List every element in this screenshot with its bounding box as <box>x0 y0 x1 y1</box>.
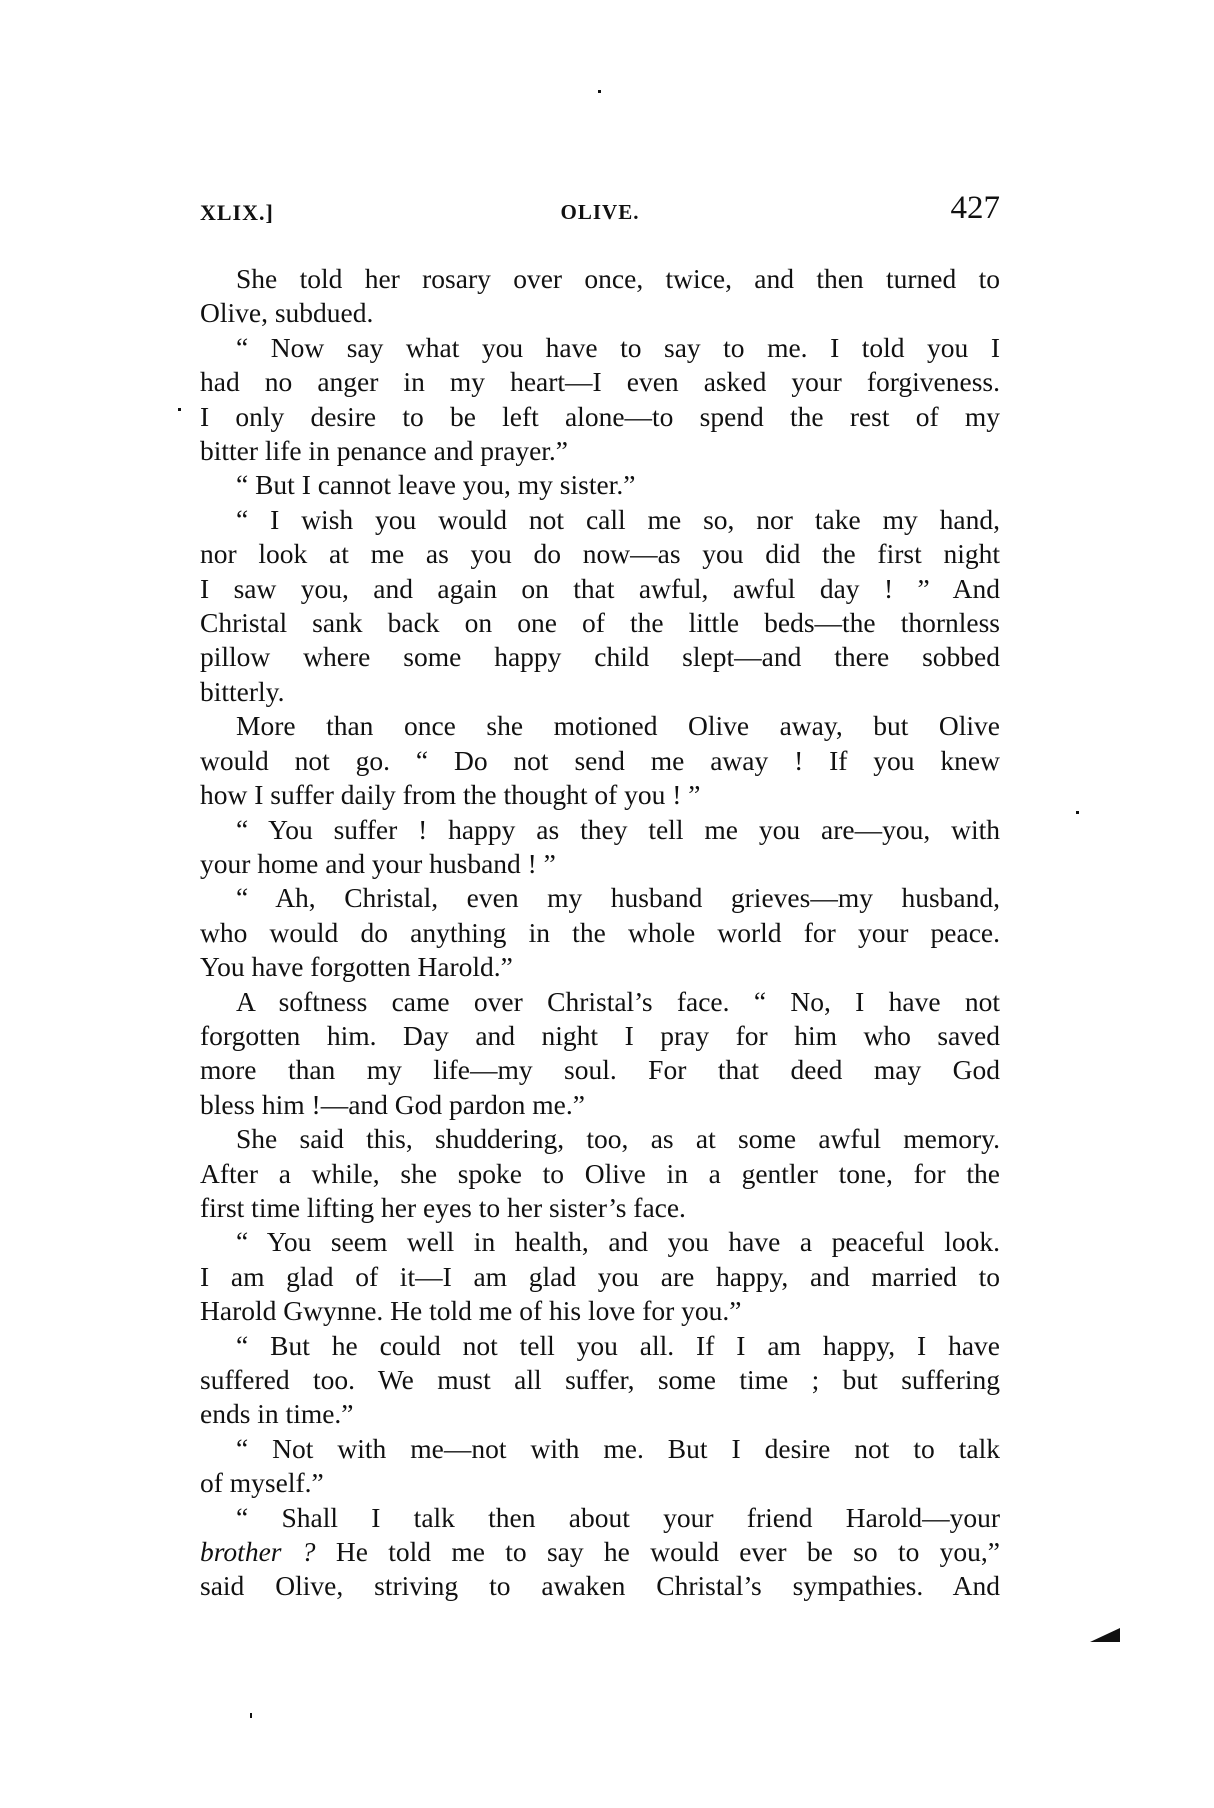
page-number: 427 <box>950 190 1000 226</box>
text-line: More than once she motioned Olive away, but Olive <box>236 710 1000 742</box>
text-line: A softness came over Christal’s face. “ No, I have not <box>236 985 1000 1017</box>
text-line: who would do anything in the whole world for your peace. <box>200 916 1000 948</box>
text-line <box>200 1535 1000 1569</box>
text-line: first time lifting her eyes to her sister’s face. <box>200 1191 686 1223</box>
ink-speck-top <box>598 90 601 93</box>
text-line: After a while, she spoke to Olive in a gentler tone, for the <box>200 1157 1000 1189</box>
text-line: “ You seem well in health, and you have a peaceful look. <box>236 1226 1000 1258</box>
text-line: how I suffer daily from the thought of you ! ” <box>200 779 701 811</box>
text-line: “ But he could not tell you all. If I am happy, I have <box>236 1329 1000 1361</box>
text-line: She told her rosary over once, twice, and then turned to <box>236 263 1000 294</box>
text-line-rest: He told me to say he would ever be so to you,” <box>315 1536 1000 1568</box>
text-line: “ Not with me—not with me. But I desire not to talk <box>236 1432 1000 1464</box>
chapter-number: XLIX.] <box>200 200 274 225</box>
text-line: would not go. “ Do not send me away ! If you knew <box>200 744 1000 776</box>
text-line: suffered too. We must all suffer, some time ; but suffering <box>200 1364 1000 1395</box>
text-line: bitterly. <box>200 675 285 707</box>
text-line: ends in time.” <box>200 1398 354 1430</box>
text-line: “ But I cannot leave you, my sister.” <box>236 469 636 501</box>
text-line: I only desire to be left alone—to spend the rest of my <box>200 400 1000 432</box>
ink-speck-margin <box>178 408 181 411</box>
italic-word: brother ? <box>200 1536 316 1568</box>
text-line: had no anger in my heart—I even asked your forgiveness. <box>200 366 1000 398</box>
ink-speck-right <box>1076 811 1079 814</box>
text-line: of myself.” <box>200 1467 324 1499</box>
text-line: your home and your husband ! ” <box>200 847 556 879</box>
text-line: “ You suffer ! happy as they tell me you are—you, with <box>236 813 1000 845</box>
text-line: You have forgotten Harold.” <box>200 951 513 983</box>
running-head <box>200 190 1000 238</box>
text-line: “ I wish you would not call me so, nor take my hand, <box>236 503 1000 535</box>
text-line: forgotten him. Day and night I pray for him who saved <box>200 1019 1000 1051</box>
ink-speck-bottom <box>250 1713 252 1718</box>
text-line: “ Now say what you have to say to me. I told you I <box>236 331 1000 363</box>
text-line: bitter life in penance and prayer.” <box>200 435 569 467</box>
text-line: Harold Gwynne. He told me of his love for you.” <box>200 1295 742 1327</box>
text-line: pillow where some happy child slept—and there sobbed <box>200 641 1000 673</box>
running-title: OLIVE. <box>560 200 640 224</box>
text-line: I am glad of it—I am glad you are happy, and married to <box>200 1260 1000 1292</box>
text-line: nor look at me as you do now—as you did the first night <box>200 538 1000 570</box>
ink-blot-corner <box>1090 1628 1120 1642</box>
text-line: “ Ah, Christal, even my husband grieves—my husband, <box>236 882 1000 914</box>
text-line: Olive, subdued. <box>200 297 374 329</box>
text-line: Christal sank back on one of the little beds—the thornless <box>200 607 1000 639</box>
text-line: I saw you, and again on that awful, awful day ! ” And <box>200 572 1000 604</box>
body-text <box>200 262 1000 1604</box>
text-line: said Olive, striving to awaken Christal’s sympathies. And <box>200 1570 1000 1602</box>
text-line: “ Shall I talk then about your friend Harold—your <box>236 1501 1000 1533</box>
text-line: bless him !—and God pardon me.” <box>200 1088 585 1120</box>
text-line: more than my life—my soul. For that deed may God <box>200 1054 1000 1086</box>
text-line: She said this, shuddering, too, as at some awful memory. <box>236 1123 1000 1155</box>
